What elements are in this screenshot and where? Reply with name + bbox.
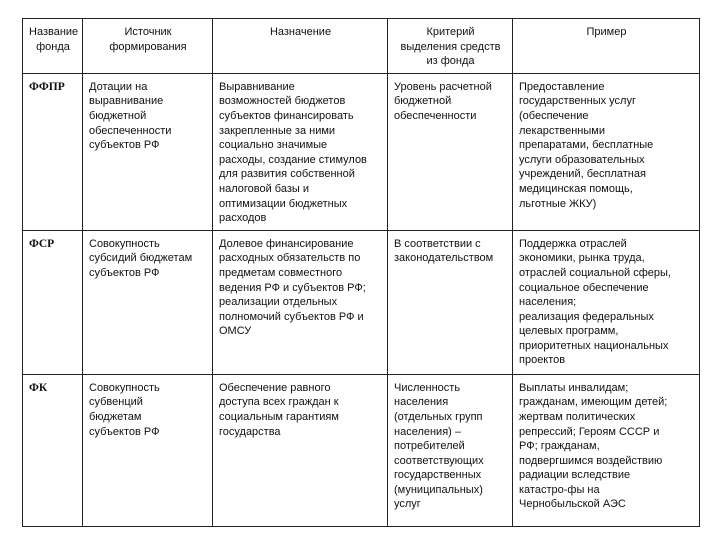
header-source: Источник формирования [83,19,213,74]
table-row [23,73,700,230]
fund-source: Совокупность субсидий бюджетам субъектов РФ [83,230,213,374]
table-row [23,230,700,374]
funds-table [22,18,700,527]
fund-purpose: Долевое финансирование расходных обязательств по предметам совместного ведения РФ и субъектов РФ; реализации отдельных полномочий субъектов РФ и ОМСУ [213,230,388,374]
header-row [23,19,700,74]
fund-example: Предоставление государственных услуг (обеспечение лекарственными препаратами, бесплатные услуги образовательных учреждений, бесплатная медицинская помощь, льготные ЖКУ) [513,73,700,230]
fund-criterion: Уровень расчетной бюджетной обеспеченности [388,73,513,230]
fund-criterion: Численность населения (отдельных групп населения) – потребителей соответствующих государственных (муниципальных) услуг [388,374,513,526]
header-example: Пример [513,19,700,74]
fund-criterion: В соответствии с законодательством [388,230,513,374]
header-purpose: Назначение [213,19,388,74]
fund-source: Дотации на выравнивание бюджетной обеспеченности субъектов РФ [83,73,213,230]
fund-name: ФСР [23,230,83,374]
header-fund-name: Название фонда [23,19,83,74]
fund-name: ФФПР [23,73,83,230]
fund-example: Выплаты инвалидам; гражданам, имеющим детей; жертвам политических репрессий; Героям СССР и РФ; гражданам, подвергшимся воздействию радиации вследствие катастро-фы на Чернобыльской АЭС [513,374,700,526]
table-row [23,374,700,526]
fund-name: ФК [23,374,83,526]
header-criterion: Критерий выделения средств из фонда [388,19,513,74]
fund-example: Поддержка отраслей экономики, рынка труда, отраслей социальной сферы, социальное обеспечение населения; реализация федеральных целевых программ, приоритетных национальных проектов [513,230,700,374]
fund-source: Совокупность субвенций бюджетам субъектов РФ [83,374,213,526]
fund-purpose: Обеспечение равного доступа всех граждан к социальным гарантиям государства [213,374,388,526]
fund-purpose: Выравнивание возможностей бюджетов субъектов финансировать закрепленные за ними социально значимые расходы, создание стимулов для развития собственной налоговой базы и оптимизации бюджетных расходов [213,73,388,230]
